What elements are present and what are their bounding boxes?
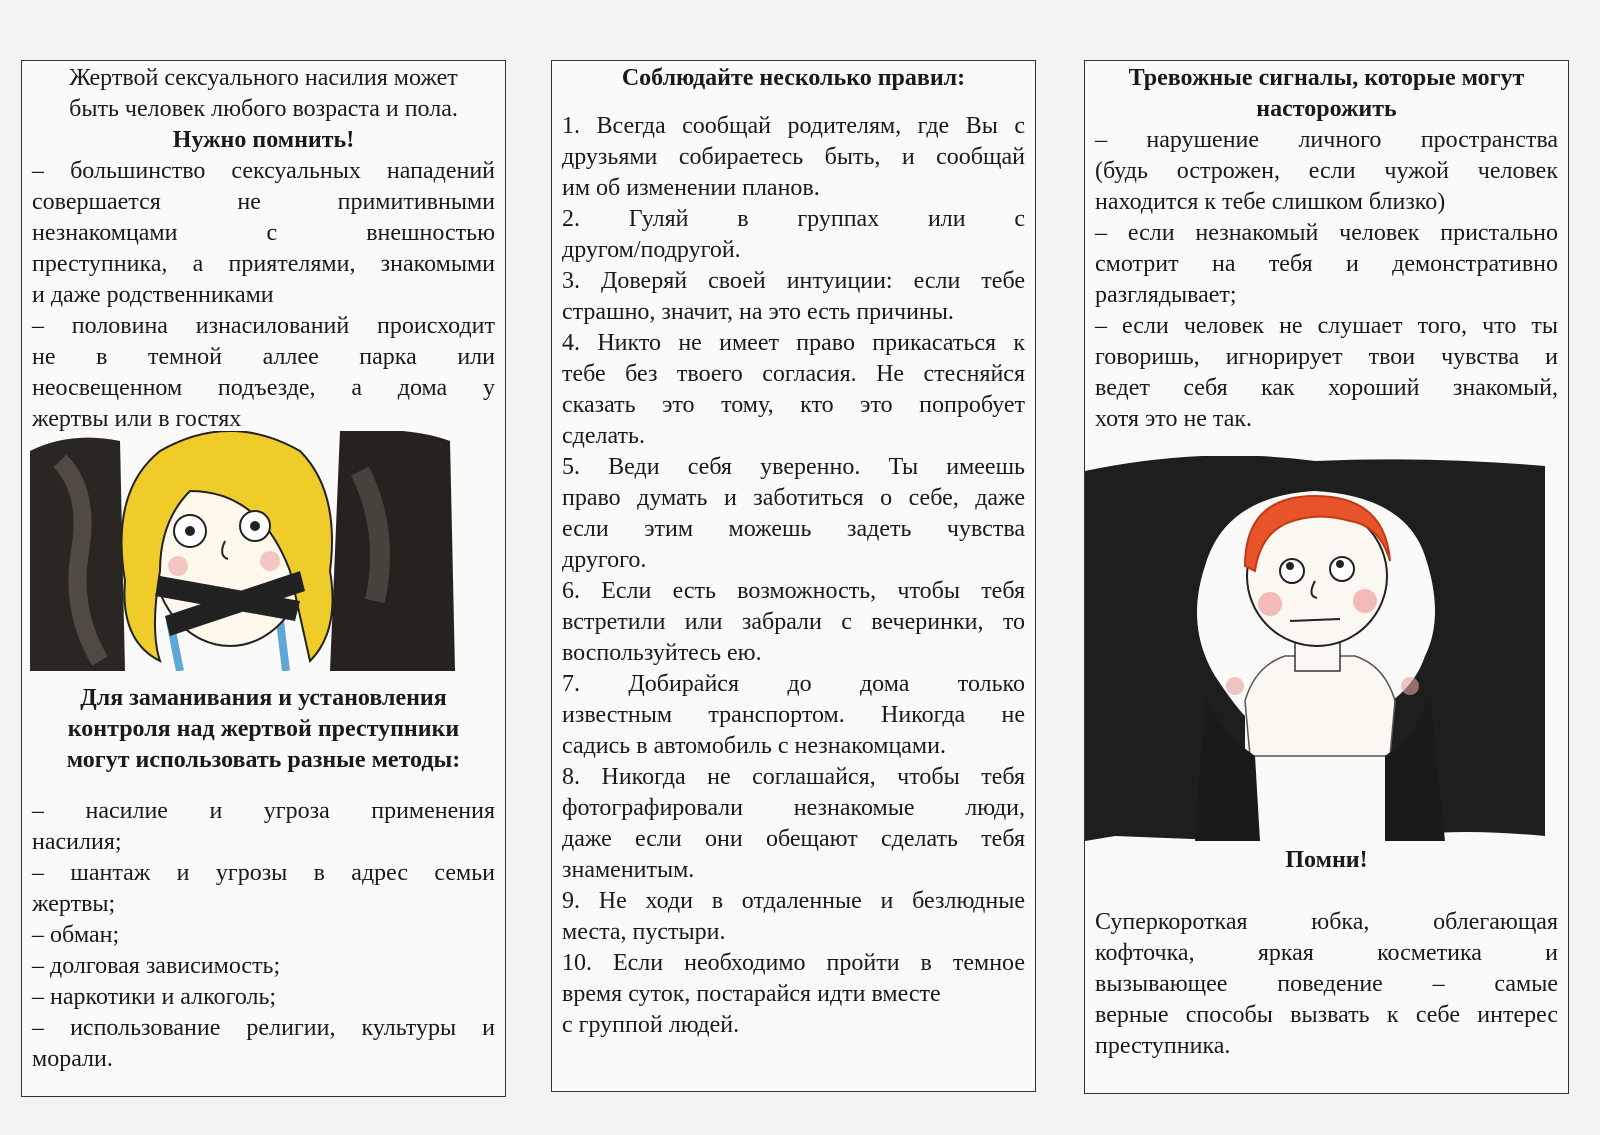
methods-heading: Для заманивания и установления контроля над жертвой преступники могут использовать разные методы: (66, 685, 461, 773)
illustration-boy (1085, 456, 1545, 841)
panel-right (1084, 60, 1569, 1094)
rules-list: 1. Всегда сообщай родителям, где Вы с друзьями собираетесь быть, и сообщай им об изменении планов. 2. Гуляй в группах или с другом/подругой. 3. Доверяй своей интуиции: если тебе страшно, значит, на это есть причины. 4. Никто не имеет право прикасаться к тебе без твоего согласия. Не стесняйся сказать это тому, кто это попробует сделать. 5. Веди себя уверенно. Ты имеешь право думать и заботиться о себе, даже если этим можешь задеть чувства другого. 6. Если есть возможность, чтобы тебя встретили или забрали с вечеринки, то воспользуйтесь ею. 7. Добирайся до дома только известным транспортом. Никогда не садись в автомобиль с незнакомцами. 8. Никогда не соглашайся, чтобы тебя фотографировали незнакомые люди, даже если они обещают сделать тебя знаменитым. 9. Не ходи в отдаленные и безлюдные места, пустыри. 10. Если необходимо пройти в темное время суток, постарайся идти вместе с группой людей. (562, 113, 1025, 1038)
illustration-girl (30, 431, 470, 671)
methods-list: – насилие и угроза применения насилия; – шантаж и угрозы в адрес семьи жертвы; – обман; – долговая зависимость; – наркотики и алкоголь; – использование религии, культуры и морали. (32, 798, 495, 1072)
signals-heading: Тревожные сигналы, которые могут насторожить (1128, 65, 1525, 122)
rules-heading: Соблюдайте несколько правил: (621, 65, 966, 91)
intro-text: Жертвой сексуального насилия может быть человек любого возраста и пола. Нужно помнить! (32, 63, 495, 156)
signals-list: – нарушение личного пространства (будь острожен, если чужой человек находится к тебе слишком близко) – если незнакомый человек пристально смотрит на тебя и демонстративно разглядывает; – если человек не слушает того, что ты говоришь, игнорирует твои чувства и ведет себя как хороший знакомый, хотя это не так. (1095, 127, 1558, 432)
point-list: – большинство сексуальных нападений совершается не примитивными незнакомцами с внешностью преступника, а приятелями, знакомыми и даже родственниками – половина изнасилований происходит не в темной аллее парка или неосвещенном подъезде, а дома у жертвы или в гостях (32, 158, 495, 432)
panel-middle (551, 60, 1036, 1092)
dark-background-right (330, 431, 455, 671)
remember-heading: Помни! (1285, 847, 1368, 873)
panel-left (21, 60, 506, 1097)
remember-heading: Нужно помнить! (172, 127, 355, 153)
remember-text: Суперкороткая юбка, облегающая кофточка, яркая косметика и вызывающее поведение – самые верные способы вызвать к себе интерес преступника. (1095, 909, 1558, 1059)
